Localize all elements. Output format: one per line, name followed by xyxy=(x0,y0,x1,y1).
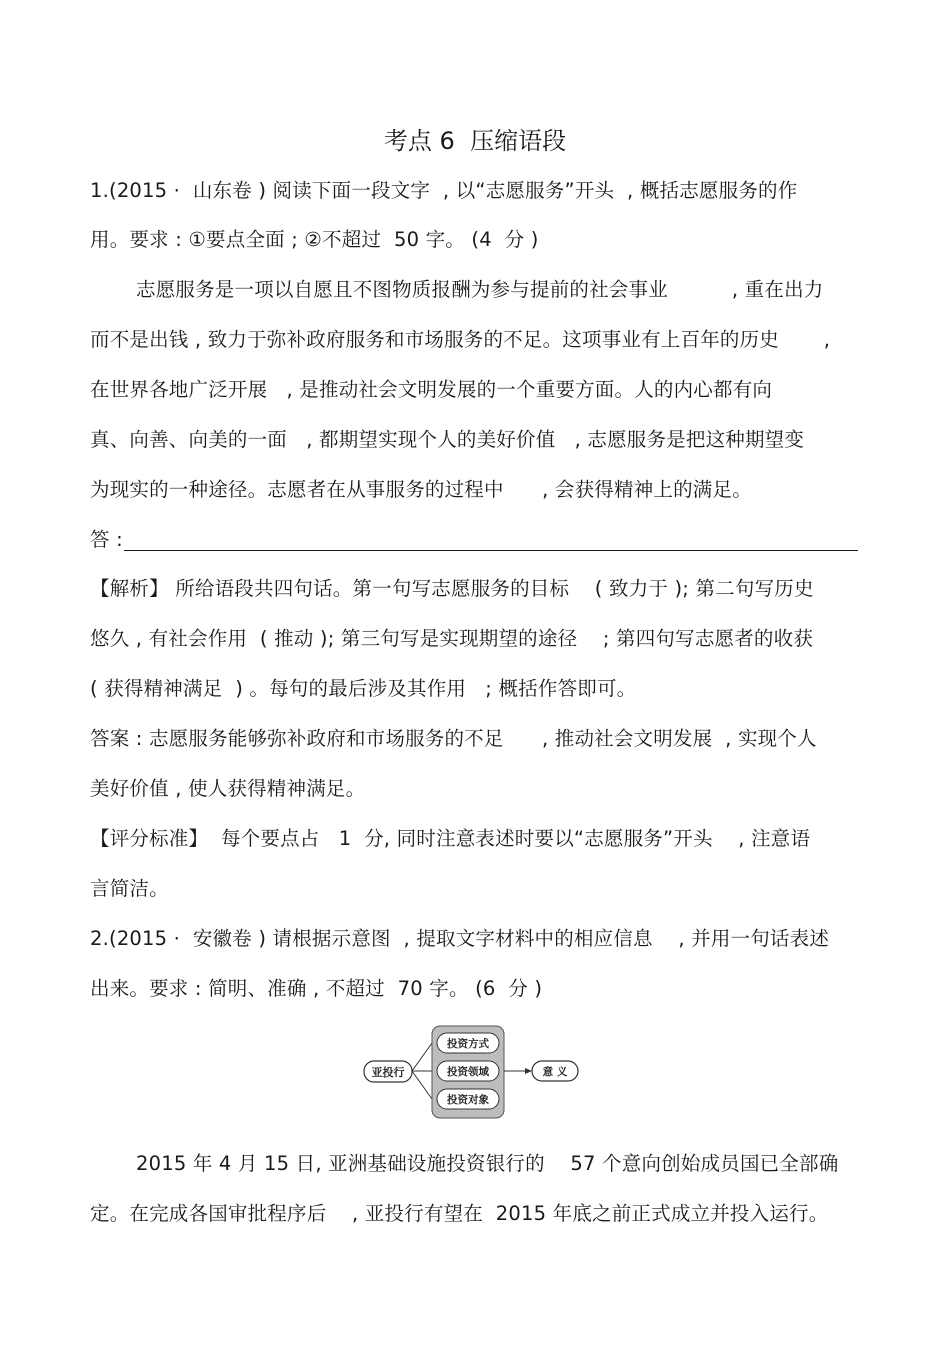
analysis-line-3: ( 获得精神满足 ) 。每句的最后涉及其作用 ; 概括作答即可。 xyxy=(90,677,637,700)
aiib-diagram xyxy=(362,1024,584,1120)
q2-prompt-line-1: 2.(2015 · 安徽卷 ) 请根据示意图 , 提取文字材料中的相应信息 , 并用一句话表述 xyxy=(90,927,830,950)
diagram-item-2: 投资领域 xyxy=(447,1066,489,1078)
q1-passage-line-2: 而不是出钱 , 致力于弥补政府服务和市场服务的不足。这项事业有上百年的历史 , xyxy=(90,328,831,351)
page-title: 考点 6 压缩语段 xyxy=(383,127,567,155)
analysis-line-1: 【解析】 所给语段共四句话。第一句写志愿服务的目标 ( 致力于 ); 第二句写历史 xyxy=(90,577,814,600)
diagram-item-3: 投资对象 xyxy=(447,1094,489,1106)
diagram-left-label: 亚投行 xyxy=(371,1066,405,1079)
answer-label: 答 : xyxy=(90,528,123,551)
q2-prompt-line-2: 出来。要求 : 简明、准确 , 不超过 70 字。 (6 分 ) xyxy=(90,977,543,1000)
scoring-line-2: 言简洁。 xyxy=(90,877,169,900)
answer-blank-line xyxy=(124,550,858,551)
q2-passage-line-2: 定。在完成各国审批程序后 , 亚投行有望在 2015 年底之前正式成立并投入运行。 xyxy=(90,1202,829,1225)
diagram-right-label: 意 义 xyxy=(542,1066,568,1078)
answer-line-2: 美好价值 , 使人获得精神满足。 xyxy=(90,777,366,800)
answer-line-1: 答案 : 志愿服务能够弥补政府和市场服务的不足 , 推动社会文明发展 , 实现个人 xyxy=(90,727,817,750)
q1-passage-line-5: 为现实的一种途径。志愿者在从事服务的过程中 , 会获得精神上的满足。 xyxy=(90,478,752,501)
scoring-line-1: 【评分标准】 每个要点占 1 分, 同时注意表述时要以“志愿服务”开头 , 注意语 xyxy=(90,827,811,850)
q2-passage-line-1: 2015 年 4 月 15 日, 亚洲基础设施投资银行的 57 个意向创始成员国已全部确 xyxy=(136,1152,839,1175)
q1-prompt-line-2: 用。要求 : ①要点全面 ; ②不超过 50 字。 (4 分 ) xyxy=(90,228,539,251)
analysis-line-2: 悠久 , 有社会作用 ( 推动 ); 第三句写是实现期望的途径 ; 第四句写志愿者的收获 xyxy=(90,627,814,650)
q1-passage-line-3: 在世界各地广泛开展 , 是推动社会文明发展的一个重要方面。人的内心都有向 xyxy=(90,378,773,401)
q1-passage-line-4: 真、向善、向美的一面 , 都期望实现个人的美好价值 , 志愿服务是把这种期望变 xyxy=(90,428,805,451)
q1-passage-line-1: 志愿服务是一项以自愿且不图物质报酬为参与提前的社会事业 , 重在出力 xyxy=(136,278,824,301)
diagram-item-1: 投资方式 xyxy=(447,1038,489,1050)
q1-prompt-line-1: 1.(2015 · 山东卷 ) 阅读下面一段文字 , 以“志愿服务”开头 , 概括志愿服务的作 xyxy=(90,179,798,202)
